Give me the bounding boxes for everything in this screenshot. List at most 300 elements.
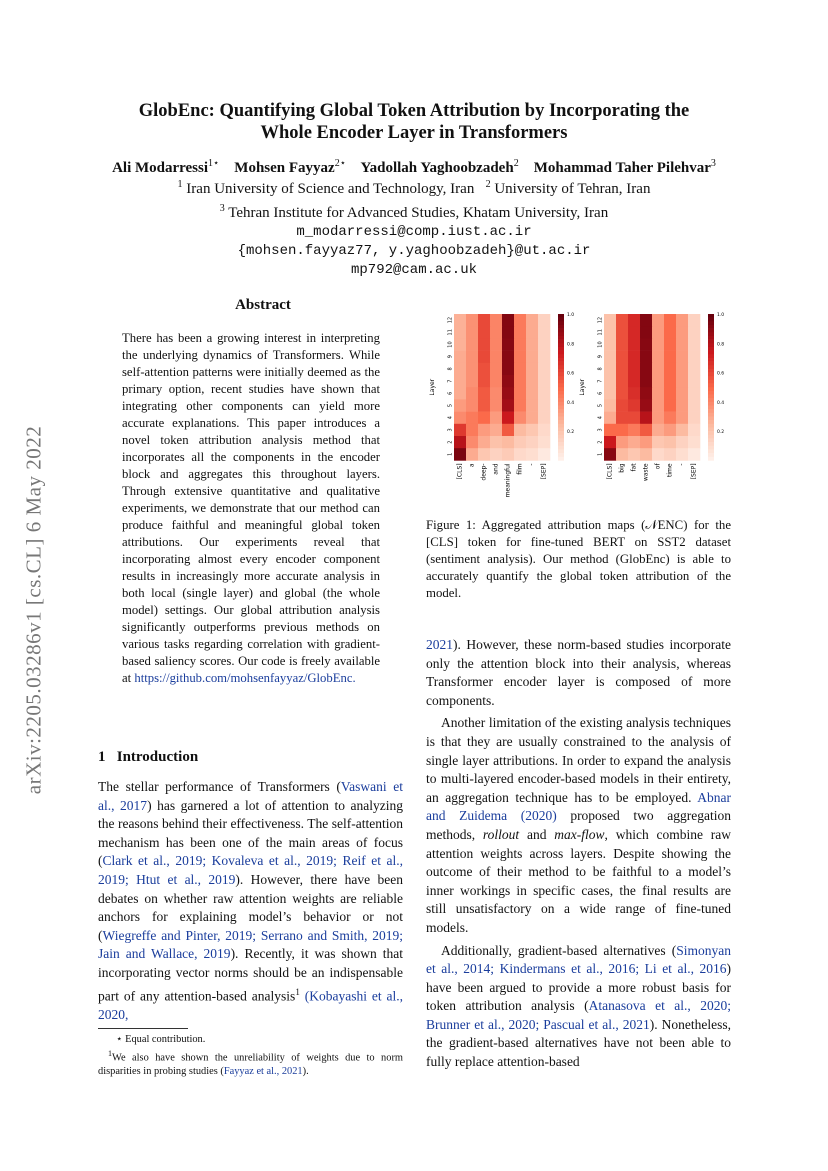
heatmap-2-ytick: 6 — [597, 391, 604, 395]
heatmap-2-cell — [664, 448, 676, 461]
heatmap-1-cell — [502, 363, 514, 376]
heatmap-2-cell — [640, 436, 652, 449]
heatmap-1-cell — [466, 448, 478, 461]
right-text-2a: Another limitation of the existing analysis techniques is that they are usually constrained to the analysis of single layer attributions. In order to expand the analysis to multi-layered encoder-based models in their entirety, an aggregation technique has to be employed. — [426, 715, 731, 805]
heatmap-1-cell — [514, 387, 526, 400]
heatmap-1-ytick: 3 — [447, 428, 454, 432]
heatmap-2-cell — [652, 351, 664, 364]
heatmap-1-colorbar-segment — [558, 409, 564, 413]
heatmap-2-cell — [628, 338, 640, 351]
heatmap-1-colorbar-segment — [558, 431, 564, 435]
heatmap-1-cell — [454, 448, 466, 461]
citation-gradient-robust[interactable]: Atanasova et al., 2020; Brunner et al., 2020; Pascual et al., 2021 — [426, 998, 731, 1032]
heatmap-1-cell — [538, 412, 550, 425]
abstract-heading: Abstract — [235, 297, 291, 313]
heatmap-2-cell — [604, 375, 616, 388]
heatmap-2-cell — [640, 338, 652, 351]
heatmap-1-cell — [454, 326, 466, 339]
heatmap-1-cell — [538, 436, 550, 449]
heatmap-1-ytick: 12 — [447, 316, 454, 324]
heatmap-1-cell — [466, 399, 478, 412]
term-rollout: rollout — [482, 826, 520, 842]
heatmap-1-cell — [502, 326, 514, 339]
heatmap-2-colorbar-segment — [708, 438, 714, 442]
heatmap-2-cell — [688, 387, 700, 400]
heatmap-2-colorbar-segment — [708, 420, 714, 424]
heatmap-1-cell — [502, 448, 514, 461]
heatmap-2-ytick: 7 — [597, 379, 604, 383]
heatmap-2-cell — [604, 436, 616, 449]
heatmap-1-colorbar-tick: 0.2 — [567, 430, 575, 436]
heatmap-2-cell — [628, 399, 640, 412]
heatmap-2-colorbar-segment — [708, 387, 714, 391]
heatmap-1-cell — [514, 338, 526, 351]
heatmap-2-cell — [688, 338, 700, 351]
heatmap-1-colorbar-segment — [558, 354, 564, 358]
heatmap-1-colorbar-segment — [558, 402, 564, 406]
heatmap-2-cell — [676, 387, 688, 400]
heatmap-1-cell — [478, 448, 490, 461]
heatmap-2-cell — [628, 326, 640, 339]
citation-fayyaz[interactable]: Fayyaz et al., 2021 — [223, 1066, 303, 1078]
heatmap-1-xtick: meaningful — [504, 463, 512, 498]
heatmap-1-cell — [490, 375, 502, 388]
title-line-1: GlobEnc: Quantifying Global Token Attribution by Incorporating the — [138, 101, 690, 121]
heatmap-2-colorbar-segment — [708, 398, 714, 402]
heatmap-1-cell — [466, 375, 478, 388]
heatmap-1-cell — [502, 436, 514, 449]
heatmap-1-ytick: 1 — [447, 452, 454, 456]
heatmap-1-colorbar-tick: 1.0 — [567, 313, 575, 318]
heatmap-2-cell — [628, 363, 640, 376]
author-1-mark: 1⋆ — [208, 158, 220, 169]
intro-column-right — [426, 636, 731, 1072]
heatmap-1-cell — [514, 412, 526, 425]
heatmap-2-cell — [628, 387, 640, 400]
heatmap-2-cell — [616, 351, 628, 364]
citation-kobayashi[interactable]: (Kobayashi et al., 2020, — [98, 988, 403, 1022]
heatmap-2-cell — [688, 412, 700, 425]
right-text-2c: and — [519, 826, 555, 842]
author-1: Ali Modarressi — [112, 160, 209, 176]
heatmap-2-colorbar-segment — [708, 409, 714, 413]
abstract-text: There has been a growing interest in interpreting the underlying dynamics of Transformers. While self-attention patterns were initially deemed as the primary option, recent studies have shown that integrating other components can yield more accurate explanations. This paper introduces a novel token attribution analysis method that incorporates all the components in the encoder block and aggregates this throughout layers. Through extensive quantitative and qualitative experiments, we demonstrate that our method can produce faithful and meaningful global token attributions. Our experiments reveal that incorporating almost every encoder component results in increasingly more accurate analysis in both local (single layer) and global (the whole model) settings. Our global attribution analysis significantly outperforms previous methods on various tasks regarding correlation with gradient-based saliency scores. Our code is freely available at — [122, 331, 380, 685]
heatmap-1-cell — [466, 351, 478, 364]
heatmap-1-colorbar-segment — [558, 332, 564, 336]
heatmap-2-cell — [676, 326, 688, 339]
heatmap-1-xtick: a — [468, 463, 476, 468]
heatmap-2-cell — [652, 412, 664, 425]
code-link[interactable]: https://github.com/mohsenfayyaz/GlobEnc. — [134, 671, 356, 685]
heatmap-2-ytick: 11 — [597, 329, 604, 336]
heatmap-1-cell — [454, 387, 466, 400]
heatmap-1-cell — [454, 314, 466, 327]
heatmap-2-cell — [676, 375, 688, 388]
term-max-flow: max-flow — [554, 826, 605, 842]
heatmap-1-cell — [478, 375, 490, 388]
heatmap-2-xtick: big — [618, 463, 626, 473]
heatmap-2-cell — [652, 399, 664, 412]
heatmap-2-cell — [652, 424, 664, 437]
heatmap-2-cell — [664, 412, 676, 425]
right-paragraph-3 — [426, 942, 731, 1072]
arxiv-side-identifier — [14, 380, 54, 840]
heatmap-2-cell — [604, 314, 616, 327]
heatmap-2-ytick: 4 — [597, 416, 604, 420]
heatmap-1-cell — [502, 314, 514, 327]
heatmap-1-cell — [466, 363, 478, 376]
heatmap-2-cell — [628, 375, 640, 388]
heatmap-2-cell — [688, 314, 700, 327]
heatmap-2-colorbar-segment — [708, 453, 714, 457]
heatmap-1-cell — [490, 387, 502, 400]
heatmap-1-cell — [538, 326, 550, 339]
heatmap-1-cell — [514, 375, 526, 388]
heatmap-1-cell — [478, 436, 490, 449]
heatmap-2-ytick: 1 — [597, 452, 604, 456]
citation-vaswani[interactable]: Vaswani et al., 2017 — [98, 779, 403, 813]
heatmap-1-colorbar-segment — [558, 395, 564, 399]
heatmap-2-colorbar-segment — [708, 314, 714, 318]
heatmap-1-cell — [526, 375, 538, 388]
citation-attention-debate[interactable]: Wiegreffe and Pinter, 2019; Serrano and Smith, 2019; Jain and Wallace, 2019 — [98, 927, 403, 962]
heatmap-1-cell — [526, 363, 538, 376]
heatmap-2-cell — [616, 448, 628, 461]
paper-title — [80, 100, 748, 144]
heatmap-1-colorbar-segment — [558, 376, 564, 380]
heatmap-1-cell — [466, 326, 478, 339]
heatmap-1-cell — [454, 363, 466, 376]
right-text-2d: , which combine raw attention weights across layers. Despite showing the outcome of their method to be faithful to a model’s inner workings in specific cases, the final results are still unsatisfactory on a wide range of fine-tuned models. — [426, 826, 732, 935]
heatmap-1-xtick: [SEP] — [540, 463, 548, 480]
heatmap-1-ytick: 11 — [447, 329, 454, 336]
heatmap-2-cell — [652, 387, 664, 400]
title-line-2: Whole Encoder Layer in Transformers — [260, 123, 568, 143]
heatmap-2-colorbar-segment — [708, 329, 714, 333]
heatmap-2-cell — [604, 363, 616, 376]
heatmap-1-colorbar-segment — [558, 416, 564, 420]
heatmap-2-cell — [604, 448, 616, 461]
heatmap-2-cell — [652, 448, 664, 461]
heatmap-2-colorbar-segment — [708, 413, 714, 417]
heatmap-2-cell — [616, 436, 628, 449]
heatmap-2-cell — [676, 399, 688, 412]
heatmap-1-ytick: 4 — [447, 416, 454, 420]
heatmap-1-cell — [490, 436, 502, 449]
affiliation-1: Iran University of Science and Technology, Iran — [186, 181, 475, 197]
heatmap-1-cell — [526, 448, 538, 461]
heatmap-1-xtick: film — [516, 463, 524, 475]
heatmap-1-cell — [526, 412, 538, 425]
heatmap-1-cell — [490, 326, 502, 339]
heatmap-1-colorbar-segment — [558, 321, 564, 325]
heatmap-1-colorbar-segment — [558, 427, 564, 431]
heatmap-1-colorbar-segment — [558, 358, 564, 362]
heatmap-1-cell — [490, 399, 502, 412]
author-4: Mohammad Taher Pilehvar — [533, 160, 711, 176]
heatmap-1-colorbar-segment — [558, 365, 564, 369]
heatmap-2-cell — [628, 448, 640, 461]
heatmap-1-xtick: deep- — [480, 463, 488, 481]
heatmap-2-cell — [616, 375, 628, 388]
heatmap-2-cell — [664, 424, 676, 437]
author-3-mark: 2 — [513, 158, 519, 169]
heatmap-1-cell — [538, 363, 550, 376]
heatmap-2-cell — [688, 326, 700, 339]
heatmap-2-colorbar-segment — [708, 391, 714, 395]
heatmap-2-cell — [664, 338, 676, 351]
heatmap-1-colorbar-segment — [558, 446, 564, 450]
heatmap-1-cell — [478, 424, 490, 437]
figure-1-caption: Figure 1: Aggregated attribution maps (𝒩ENC) for the [CLS] token for fine-tuned BERT on SST2 dataset (sentiment analysis). Our method (GlobEnc) is able to accurately quantify the global token attribution of the model. — [426, 518, 731, 600]
heatmap-2-colorbar-segment — [708, 424, 714, 428]
affiliations: $^1$ Iran University of Science and Technology, Iran $^2$ University of Tehran, Iran $^3$ Tehran Institute for Advanced Studies, Khatam University, Iran m_modarressi@comp.iust.ac.ir {mohsen.fayyaz77, y.yaghoobzadeh}@ut.ac.ir mp792@cam.ac.uk — [80, 175, 748, 280]
citation-kobayashi-2021[interactable]: 2021 — [426, 637, 453, 652]
heatmap-2-cell — [604, 338, 616, 351]
heatmap-2-cell — [604, 399, 616, 412]
heatmap-1-cell — [490, 363, 502, 376]
heatmap-1-colorbar-segment — [558, 336, 564, 340]
footnotes: ⋆ Equal contribution. $^1$We also have shown the unreliability of weights due to norm disparities in probing studies (Fayyaz et al., 2021). — [98, 1034, 403, 1078]
heatmap-1-colorbar-segment — [558, 362, 564, 366]
citation-gradient-methods[interactable]: Simonyan et al., 2014; Kindermans et al., 2016; Li et al., 2016 — [426, 942, 731, 977]
heatmap-2-cell — [628, 424, 640, 437]
heatmap-2-cell — [652, 326, 664, 339]
footnote-star: ⋆ Equal contribution. — [116, 1034, 206, 1045]
heatmap-1-cell — [538, 448, 550, 461]
heatmap-2-cell — [688, 399, 700, 412]
heatmap-1-xtick: [CLS] — [456, 463, 464, 480]
heatmap-2-cell — [604, 424, 616, 437]
author-4-mark: 3 — [710, 158, 716, 169]
heatmap-2-cell — [676, 351, 688, 364]
heatmap-1-cell — [502, 375, 514, 388]
heatmap-1-cell — [526, 424, 538, 437]
section-number: 1 — [98, 749, 106, 765]
heatmap-2-colorbar-segment — [708, 395, 714, 399]
heatmap-2-cell — [640, 314, 652, 327]
author-2: Mohsen Fayyaz — [234, 160, 335, 176]
heatmap-2-cell — [688, 351, 700, 364]
heatmap-2-colorbar-segment — [708, 373, 714, 377]
heatmap-2-cell — [640, 387, 652, 400]
heatmap-1-cell — [502, 399, 514, 412]
intro-text-1: The stellar performance of Transformers ( — [98, 779, 341, 794]
heatmap-1-cell — [538, 387, 550, 400]
heatmap-1-cell — [514, 314, 526, 327]
heatmap-2-cell — [664, 351, 676, 364]
right-text-3b: ) have been argued to provide a more robust basis for token attribution analysis ( — [426, 961, 731, 1014]
heatmap-1-colorbar-segment — [558, 329, 564, 333]
heatmap-2-colorbar-segment — [708, 354, 714, 358]
heatmap-1-colorbar-tick: 0.8 — [567, 342, 575, 348]
heatmap-1-colorbar-segment — [558, 453, 564, 457]
footnote-1-end: ). — [302, 1066, 309, 1078]
heatmap-2-cell — [688, 424, 700, 437]
footnote-1-text: We also have shown the unreliability of weights due to norm disparities in probing studies ( — [98, 1052, 403, 1078]
heatmap-2-cell — [616, 326, 628, 339]
heatmap-1-cell — [502, 424, 514, 437]
heatmap-1-cell — [490, 412, 502, 425]
heatmap-1-cell — [514, 424, 526, 437]
heatmap-1-ytick: 9 — [447, 355, 454, 359]
right-paragraph-1 — [426, 636, 731, 710]
heatmap-1-cell — [478, 338, 490, 351]
heatmap-2-ylabel: Layer — [579, 378, 586, 396]
heatmap-2-cell — [616, 387, 628, 400]
email-1[interactable]: m_modarressi@comp.iust.ac.ir — [296, 224, 532, 240]
heatmap-1-cell — [538, 314, 550, 327]
heatmap-2-colorbar-tick: 0.6 — [717, 371, 725, 377]
footnote-marker-1[interactable]: 1 — [295, 986, 300, 997]
author-3: Yadollah Yaghoobzadeh — [360, 160, 514, 176]
right-paragraph-2 — [426, 714, 731, 937]
heatmap-2-cell — [640, 424, 652, 437]
citation-abnar[interactable]: Abnar and Zuidema (2020) — [426, 789, 731, 824]
heatmap-1-colorbar-segment — [558, 347, 564, 351]
heatmap-1-colorbar-segment — [558, 406, 564, 410]
heatmap-1-cell — [502, 338, 514, 351]
heatmap-1-cell — [490, 351, 502, 364]
heatmap-2-xtick: time — [666, 463, 674, 477]
heatmap-2-colorbar-segment — [708, 321, 714, 325]
heatmap-1-cell — [514, 448, 526, 461]
intro-column-left — [98, 778, 403, 1024]
heatmap-2-cell — [652, 375, 664, 388]
heatmap-1-cell — [466, 436, 478, 449]
heatmap-2-cell — [616, 314, 628, 327]
heatmap-2-xtick: fat — [630, 463, 638, 472]
citation-attention-studies[interactable]: Clark et al., 2019; Kovaleva et al., 2019; Reif et al., 2019; Htut et al., 2019 — [98, 853, 403, 887]
heatmap-1-colorbar-segment — [558, 318, 564, 322]
heatmap-2-cell — [604, 412, 616, 425]
heatmap-1-cell — [526, 338, 538, 351]
heatmap-2-ytick: 5 — [597, 403, 604, 408]
heatmap-2-cell — [676, 448, 688, 461]
heatmap-1-colorbar-tick: 0.4 — [567, 400, 575, 406]
heatmap-2-cell — [664, 314, 676, 327]
heatmap-1-colorbar-segment — [558, 351, 564, 355]
heatmap-1-colorbar-segment — [558, 435, 564, 439]
intro-text-3: ). However, there have been debates on whether raw attention weights are reliable anchors for explaining model’s behavior or not ( — [98, 871, 403, 943]
heatmap-2-colorbar-segment — [708, 369, 714, 373]
heatmap-2-cell — [628, 351, 640, 364]
heatmap-1-xtick: - — [528, 463, 536, 466]
heatmap-1-colorbar-segment — [558, 420, 564, 424]
heatmap-2-cell — [652, 436, 664, 449]
heatmap-1-cell — [478, 387, 490, 400]
heatmap-1-colorbar-tick: 0.6 — [567, 371, 575, 377]
heatmap-2-cell — [616, 338, 628, 351]
heatmap-2-cell — [640, 351, 652, 364]
heatmap-2-colorbar-segment — [708, 427, 714, 431]
heatmap-2-xtick: [CLS] — [606, 463, 614, 480]
right-text-3a: Additionally, gradient-based alternatives ( — [441, 942, 677, 958]
heatmap-1-cell — [490, 424, 502, 437]
heatmap-1-cell — [514, 363, 526, 376]
heatmap-2-colorbar-segment — [708, 325, 714, 329]
heatmap-1-colorbar-segment — [558, 413, 564, 417]
heatmap-1-colorbar-segment — [558, 438, 564, 442]
heatmap-1-cell — [526, 351, 538, 364]
heatmap-1-colorbar-segment — [558, 457, 564, 461]
heatmap-1-colorbar-segment — [558, 387, 564, 391]
heatmap-1-colorbar-segment — [558, 369, 564, 373]
heatmap-1-colorbar-segment — [558, 343, 564, 347]
heatmap-1-colorbar-segment — [558, 442, 564, 446]
heatmap-1-cell — [466, 424, 478, 437]
heatmap-2-colorbar-segment — [708, 362, 714, 366]
heatmap-1-cell — [502, 351, 514, 364]
heatmap-2-cell — [616, 399, 628, 412]
heatmap-2-cell — [604, 351, 616, 364]
heatmap-1-cell — [478, 363, 490, 376]
heatmap-2-xtick: of — [654, 463, 662, 470]
heatmap-2-cell — [628, 412, 640, 425]
heatmap-1-colorbar-segment — [558, 449, 564, 453]
heatmap-2-cell — [640, 326, 652, 339]
heatmap-1-cell — [454, 338, 466, 351]
heatmap-2-cell — [676, 436, 688, 449]
heatmap-2-colorbar-segment — [708, 343, 714, 347]
heatmap-1-cell — [490, 448, 502, 461]
email-2[interactable]: {mohsen.fayyaz77, y.yaghoobzadeh}@ut.ac.ir — [237, 243, 591, 259]
arxiv-id-text: arXiv:2205.03286v1 [cs.CL] 6 May 2022 — [21, 425, 46, 795]
heatmap-2-colorbar-segment — [708, 336, 714, 340]
heatmap-2-colorbar-segment — [708, 435, 714, 439]
affiliation-2: University of Tehran, Iran — [494, 181, 651, 197]
heatmap-2-colorbar-tick: 0.2 — [717, 430, 725, 436]
heatmap-1-cell — [502, 387, 514, 400]
heatmap-2-cell — [652, 338, 664, 351]
heatmap-2-cell — [676, 338, 688, 351]
heatmap-2-cell — [688, 375, 700, 388]
heatmap-1-cell — [454, 351, 466, 364]
heatmap-2-cell — [688, 448, 700, 461]
heatmap-1-colorbar-segment — [558, 398, 564, 402]
heatmap-2-colorbar-segment — [708, 351, 714, 355]
email-3[interactable]: mp792@cam.ac.uk — [350, 262, 478, 278]
heatmap-1-cell — [454, 424, 466, 437]
heatmap-1-cell — [538, 399, 550, 412]
heatmap-1-cell — [538, 351, 550, 364]
heatmap-2-cell — [640, 375, 652, 388]
heatmap-1-ytick: 10 — [447, 341, 454, 348]
heatmap-1-colorbar-segment — [558, 325, 564, 329]
heatmap-2-cell — [688, 363, 700, 376]
heatmap-2-colorbar-segment — [708, 376, 714, 380]
heatmap-1-cell — [466, 338, 478, 351]
heatmap-2-colorbar-segment — [708, 340, 714, 344]
section-title: Introduction — [116, 749, 199, 765]
heatmap-2-cell — [664, 363, 676, 376]
heatmap-2-colorbar-segment — [708, 402, 714, 406]
heatmap-2-cell — [616, 363, 628, 376]
intro-text-2: ) has garnered a lot of attention to analyzing the reasons behind their effectiveness. The self-attention mechanism has been one of the main areas of focus ( — [98, 797, 403, 869]
heatmap-1-cell — [538, 424, 550, 437]
heatmap-2-cell — [652, 314, 664, 327]
heatmap-2-ytick: 9 — [597, 355, 604, 359]
heatmap-2-colorbar-segment — [708, 416, 714, 420]
heatmap-1-cell — [526, 314, 538, 327]
footnote-rule — [98, 1028, 188, 1029]
heatmap-2-colorbar-segment — [708, 406, 714, 410]
heatmap-1-ylabel: Layer — [429, 378, 436, 396]
figure-1-heatmaps — [424, 306, 736, 516]
heatmap-2-colorbar-tick: 0.8 — [717, 342, 725, 348]
heatmap-2-xtick: - — [678, 463, 686, 466]
heatmap-2-colorbar-segment — [708, 365, 714, 369]
